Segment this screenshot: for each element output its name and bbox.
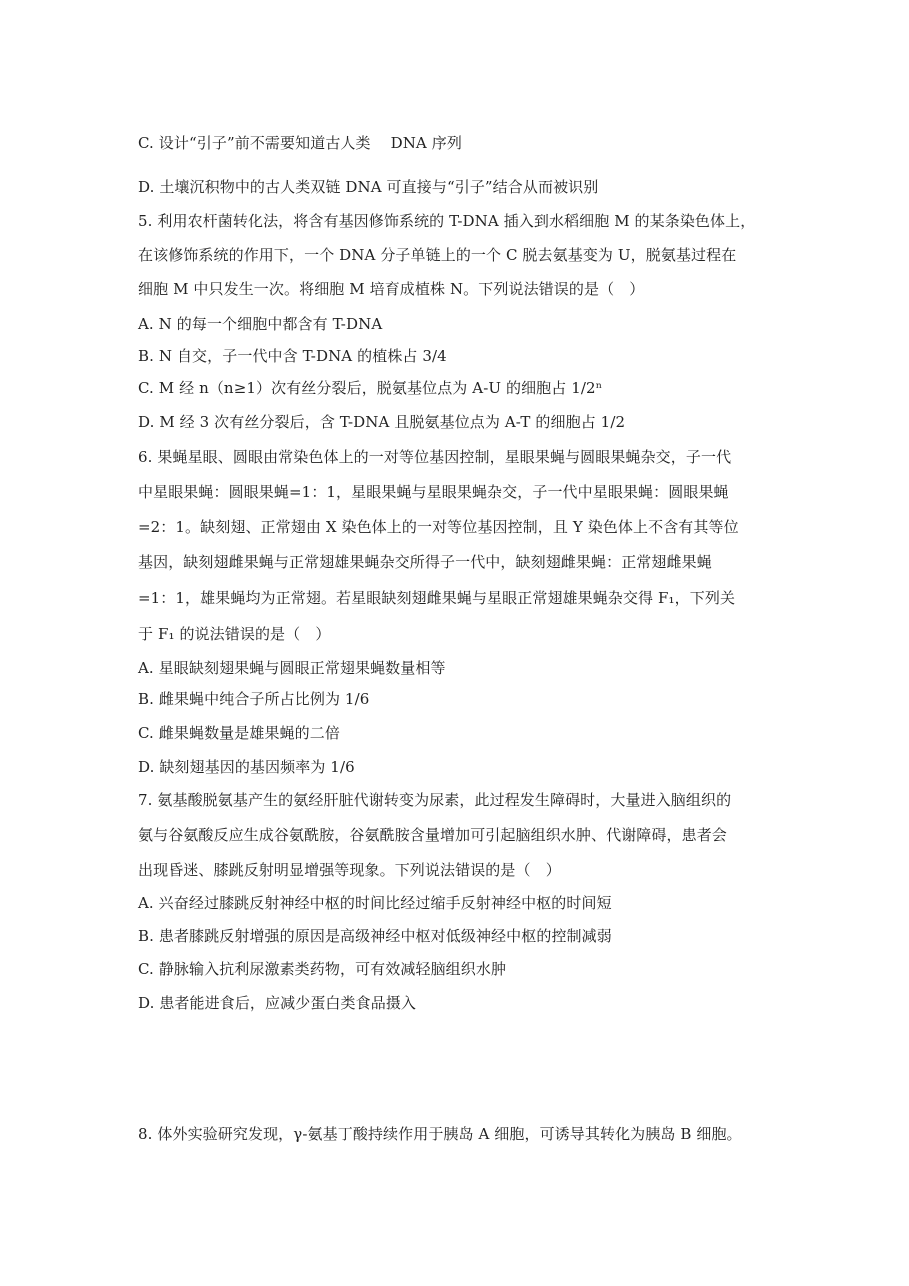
q5-stem-line-1: 5. 利用农杆菌转化法，将含有基因修饰系统的 T-DNA 插入到水稻细胞 M 的某条染色体上， [138,212,756,230]
q6-stem-line-4: 基因，缺刻翅雌果蝇与正常翅雄果蝇杂交所得子一代中，缺刻翅雌果蝇：正常翅雌果蝇 [138,553,712,571]
q6-option-d: D. 缺刻翅基因的基因频率为 1/6 [138,758,355,776]
q5-stem-line-3: 细胞 M 中只发生一次。将细胞 M 培育成植株 N。下列说法错误的是（ ） [138,280,645,298]
q6-stem-line-6: 于 F₁ 的说法错误的是（ ） [138,625,331,643]
q5-option-c: C. M 经 n（n≥1）次有丝分裂后，脱氨基位点为 A-U 的细胞占 1/2ⁿ [138,379,603,397]
q4-option-c: C. 设计“引子”前不需要知道古人类 DNA 序列 [138,134,462,152]
q7-option-d: D. 患者能进食后，应减少蛋白类食品摄入 [138,994,417,1012]
q7-option-b: B. 患者膝跳反射增强的原因是高级神经中枢对低级神经中枢的控制减弱 [138,927,612,945]
q6-option-b: B. 雌果蝇中纯合子所占比例为 1/6 [138,690,370,708]
q4-option-d: D. 土壤沉积物中的古人类双链 DNA 可直接与“引子”结合从而被识别 [138,178,599,196]
q6-stem-line-2: 中星眼果蝇：圆眼果蝇=1：1，星眼果蝇与星眼果蝇杂交，子一代中星眼果蝇：圆眼果蝇 [138,483,729,501]
q6-option-c: C. 雌果蝇数量是雄果蝇的二倍 [138,724,340,742]
q5-option-d: D. M 经 3 次有丝分裂后，含 T-DNA 且脱氨基位点为 A-T 的细胞占 1/2 [138,413,626,431]
q7-stem-line-2: 氨与谷氨酸反应生成谷氨酰胺，谷氨酰胺含量增加可引起脑组织水肿、代谢障碍，患者会 [138,826,727,844]
q8-stem-line-1: 8. 体外实验研究发现，γ-氨基丁酸持续作用于胰岛 A 细胞，可诱导其转化为胰岛 B 细胞。 [138,1125,742,1143]
q7-stem-line-1: 7. 氨基酸脱氨基产生的氨经肝脏代谢转变为尿素，此过程发生障碍时，大量进入脑组织的 [138,791,732,809]
q7-stem-line-3: 出现昏迷、膝跳反射明显增强等现象。下列说法错误的是（ ） [138,861,561,879]
q6-stem-line-1: 6. 果蝇星眼、圆眼由常染色体上的一对等位基因控制，星眼果蝇与圆眼果蝇杂交，子一代 [138,448,732,466]
q5-stem-line-2: 在该修饰系统的作用下，一个 DNA 分子单链上的一个 C 脱去氨基变为 U，脱氨基过程在 [138,246,737,264]
q6-stem-line-5: =1：1，雄果蝇均为正常翅。若星眼缺刻翅雌果蝇与星眼正常翅雄果蝇杂交得 F₁，下列关 [138,589,736,607]
q7-option-c: C. 静脉输入抗利尿激素类药物，可有效减轻脑组织水肿 [138,960,507,978]
q6-stem-line-3: =2：1。缺刻翅、正常翅由 X 染色体上的一对等位基因控制，且 Y 染色体上不含有其等位 [138,518,739,536]
q6-option-a: A. 星眼缺刻翅果蝇与圆眼正常翅果蝇数量相等 [138,659,446,677]
q5-option-a: A. N 的每一个细胞中都含有 T-DNA [138,315,383,333]
q5-option-b: B. N 自交，子一代中含 T-DNA 的植株占 3/4 [138,347,447,365]
q7-option-a: A. 兴奋经过膝跳反射神经中枢的时间比经过缩手反射神经中枢的时间短 [138,894,612,912]
